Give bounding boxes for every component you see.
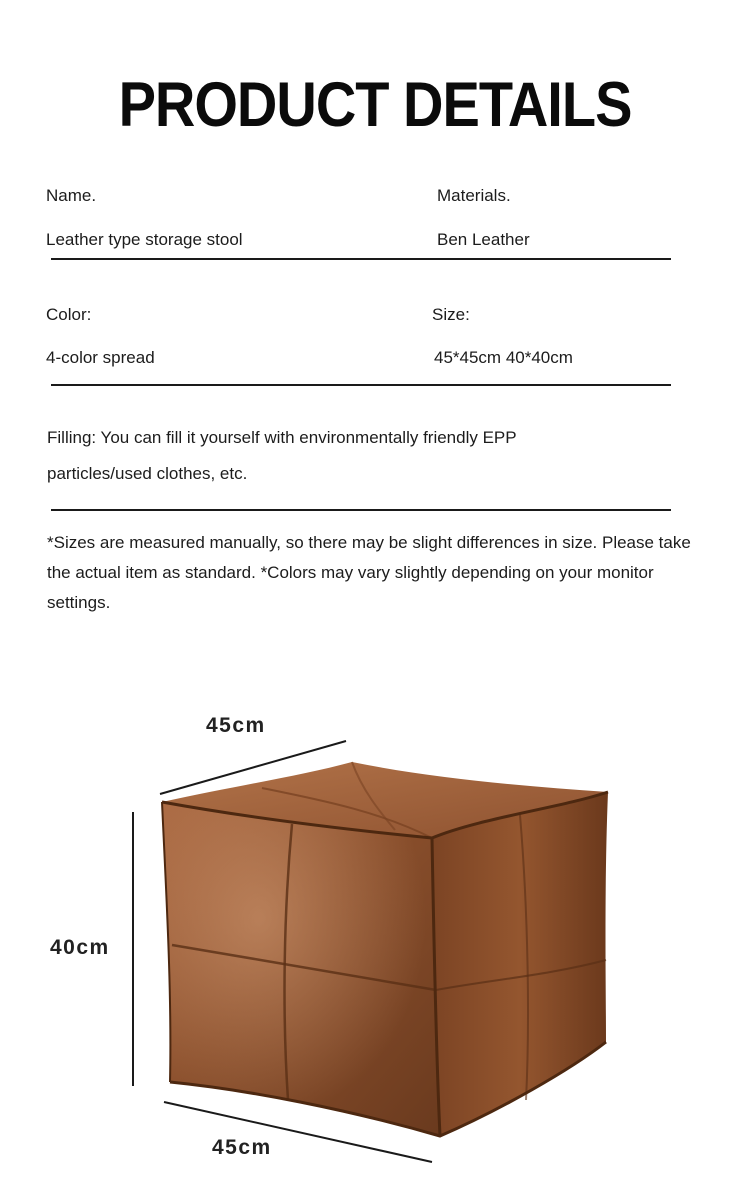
filling-line-2: particles/used clothes, etc.	[47, 464, 248, 483]
filling-line-1: Filling: You can fill it yourself with environmentally friendly EPP	[47, 428, 517, 447]
disclaimer-note: *Sizes are measured manually, so there may be slight differences in size. Please take the actual item as standard. *Colors may vary slightly depending on your monitor settings.	[47, 533, 691, 612]
size-value: 45*45cm 40*40cm	[434, 348, 573, 367]
color-label: Color:	[46, 305, 92, 324]
page-title: PRODUCT DETAILS	[118, 69, 632, 140]
divider	[51, 509, 671, 511]
height-label: 40cm	[50, 936, 110, 959]
divider	[51, 258, 671, 260]
name-value: Leather type storage stool	[46, 230, 243, 249]
size-label: Size:	[432, 305, 470, 324]
stool-side-face	[432, 792, 608, 1136]
divider	[51, 384, 671, 386]
materials-value: Ben Leather	[437, 230, 530, 249]
name-label: Name.	[46, 186, 97, 205]
storage-stool-illustration	[0, 690, 750, 1170]
materials-label: Materials.	[437, 186, 511, 205]
color-value: 4-color spread	[46, 348, 155, 367]
top-width-label: 45cm	[206, 714, 266, 737]
bottom-width-label: 45cm	[212, 1136, 272, 1159]
